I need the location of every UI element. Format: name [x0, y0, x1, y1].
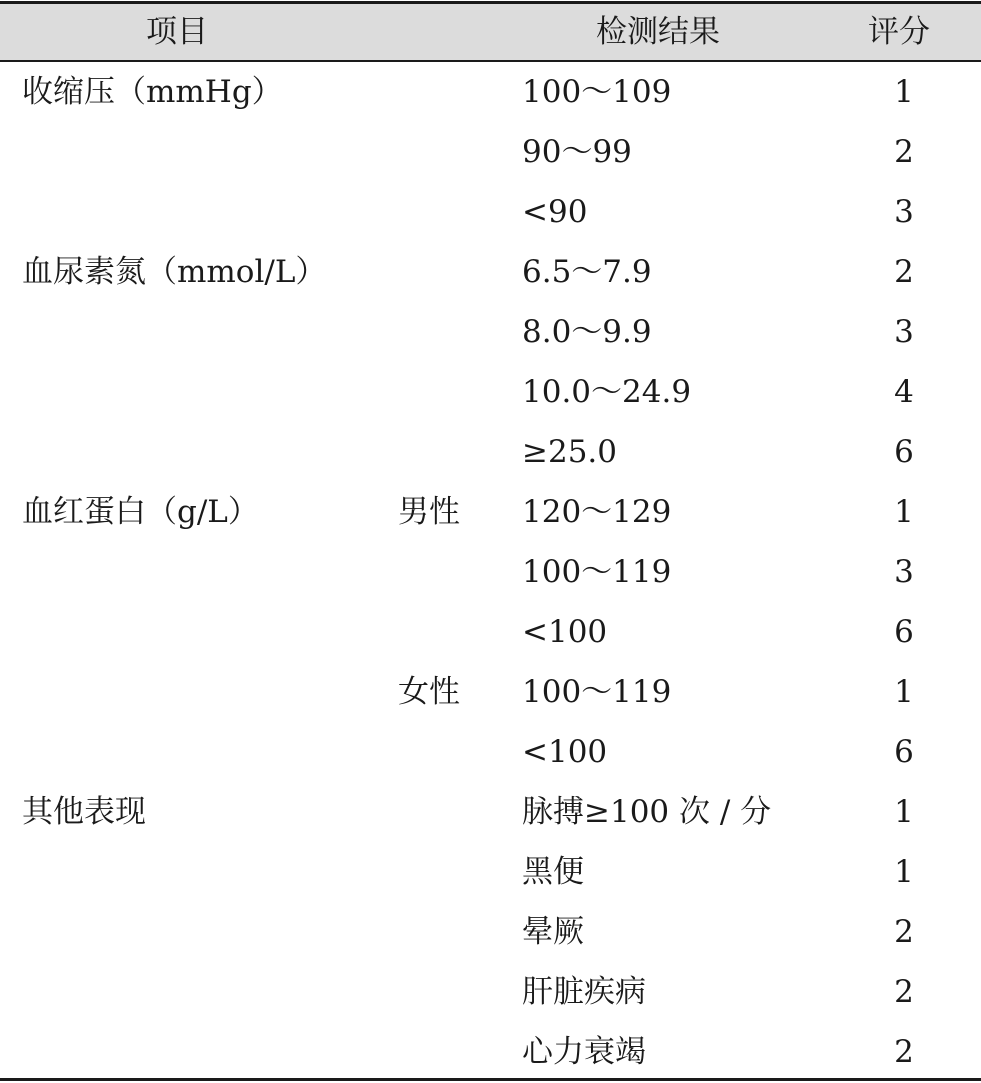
- row-result: 10.0～24.9: [522, 374, 692, 410]
- table-row: [0, 182, 981, 242]
- row-item: 血尿素氮（mmol/L）: [22, 254, 327, 290]
- table-row: [0, 542, 981, 602]
- row-score: 2: [894, 1034, 914, 1070]
- bottom-rule: [0, 1078, 981, 1081]
- row-score: 6: [894, 434, 914, 470]
- table-row: [0, 902, 981, 962]
- row-score: 2: [894, 914, 914, 950]
- table-row: [0, 722, 981, 782]
- row-result: 6.5～7.9: [522, 254, 652, 290]
- row-result: 8.0～9.9: [522, 314, 652, 350]
- row-score: 6: [894, 614, 914, 650]
- table-header: [0, 4, 981, 62]
- row-score: 3: [894, 554, 914, 590]
- row-result: <100: [522, 614, 608, 650]
- table-body: [0, 62, 981, 1080]
- table-row: [0, 962, 981, 1022]
- row-score: 2: [894, 254, 914, 290]
- row-result: 100～119: [522, 674, 672, 710]
- row-result: 晕厥: [522, 914, 584, 950]
- row-score: 1: [894, 854, 914, 890]
- row-score: 2: [894, 974, 914, 1010]
- row-subgroup: 女性: [398, 674, 460, 710]
- row-result: 黑便: [522, 854, 584, 890]
- table-row: [0, 422, 981, 482]
- row-result: <90: [522, 194, 588, 230]
- table-row: [0, 302, 981, 362]
- row-score: 1: [894, 674, 914, 710]
- row-score: 3: [894, 314, 914, 350]
- table-row: [0, 362, 981, 422]
- table-row: [0, 782, 981, 842]
- row-item: 其他表现: [22, 794, 146, 830]
- row-result: 100～119: [522, 554, 672, 590]
- row-result: ≥25.0: [522, 434, 617, 470]
- row-score: 1: [894, 494, 914, 530]
- row-item: 收缩压（mmHg）: [22, 74, 283, 110]
- row-result: 肝脏疾病: [522, 974, 646, 1010]
- row-score: 4: [894, 374, 914, 410]
- row-score: 1: [894, 794, 914, 830]
- table-row: [0, 602, 981, 662]
- table-row: [0, 482, 981, 542]
- header-item: 项目: [146, 14, 208, 50]
- table-row: [0, 122, 981, 182]
- row-result: <100: [522, 734, 608, 770]
- table-row: [0, 842, 981, 902]
- row-result: 100～109: [522, 74, 672, 110]
- row-item: 血红蛋白（g/L）: [22, 494, 259, 530]
- row-result: 90～99: [522, 134, 632, 170]
- row-score: 6: [894, 734, 914, 770]
- row-result: 120～129: [522, 494, 672, 530]
- header-score: 评分: [868, 14, 930, 50]
- table-row: [0, 62, 981, 122]
- row-score: 2: [894, 134, 914, 170]
- table-row: [0, 242, 981, 302]
- row-result: 脉搏≥100 次 / 分: [522, 794, 772, 830]
- table-row: [0, 1022, 981, 1082]
- row-score: 1: [894, 74, 914, 110]
- row-score: 3: [894, 194, 914, 230]
- row-result: 心力衰竭: [522, 1034, 646, 1070]
- header-result: 检测结果: [596, 14, 720, 50]
- table-row: [0, 662, 981, 722]
- row-subgroup: 男性: [398, 494, 460, 530]
